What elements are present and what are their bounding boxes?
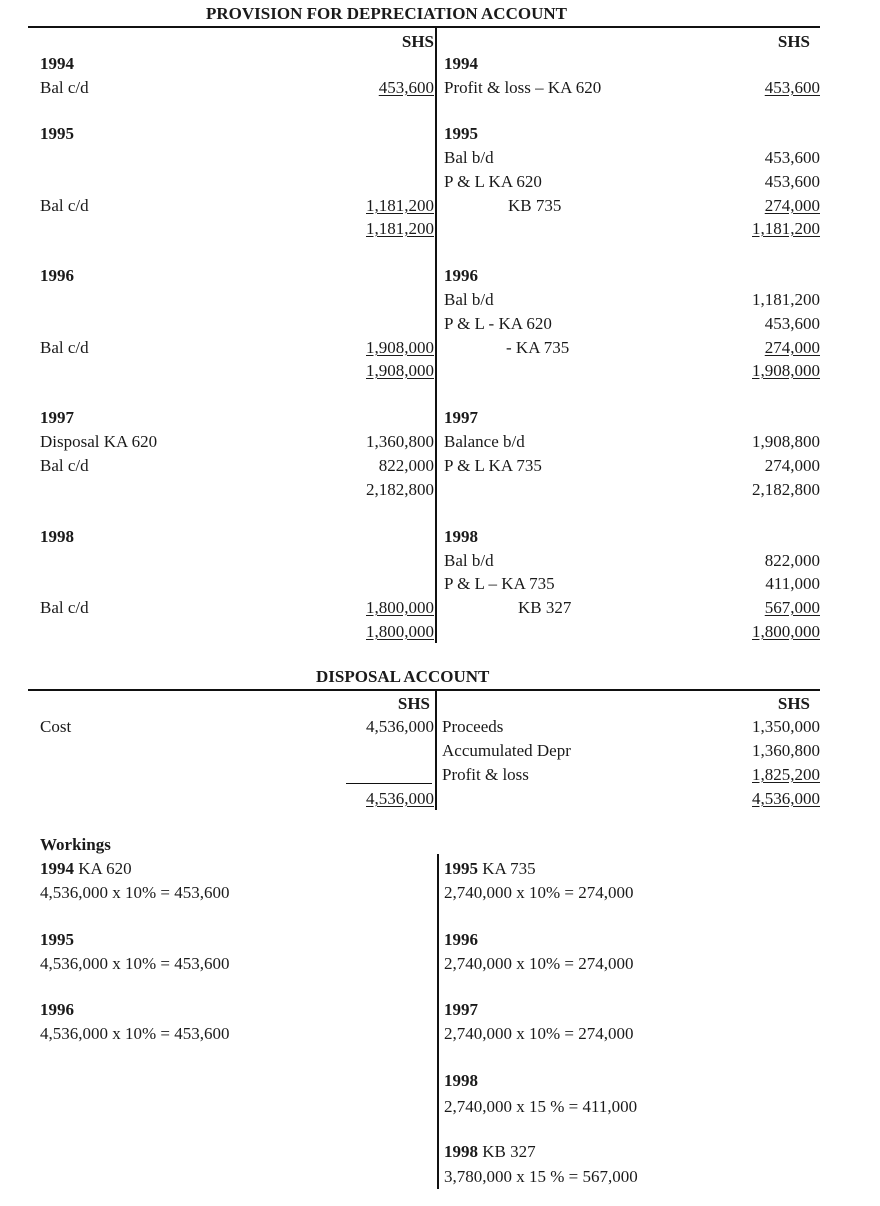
working-left-1-heading — [40, 859, 132, 879]
y1994-left-label: Bal c/d — [40, 78, 89, 97]
working-right-4-calc: 2,740,000 x 15 % = 411,000 — [444, 1097, 638, 1116]
working-right-5-asset: KB 327 — [478, 1142, 536, 1161]
y1996-left-amount: 1,908,000 — [366, 338, 434, 357]
disposal-center-rule — [435, 690, 437, 810]
working-right-1-year: 1995 — [444, 859, 478, 878]
working-right-1-calc: 2,740,000 x 10% = 274,000 — [444, 883, 634, 902]
y1994-left-amount: 453,600 — [378, 78, 434, 97]
working-right-3-year: 1997 — [444, 1000, 478, 1019]
y1995-left-label: Bal c/d — [40, 196, 89, 215]
working-right-2-heading — [444, 930, 478, 950]
working-right-5-year: 1998 — [444, 1142, 478, 1161]
y1997-right-amount-1: 1,908,800 — [752, 432, 820, 451]
disposal-right-amount-2: 1,360,800 — [752, 741, 820, 760]
provision-account-title: PROVISION FOR DEPRECIATION ACCOUNT — [206, 4, 567, 23]
disposal-right-label-1: Proceeds — [442, 717, 504, 736]
y1998-left-year: 1998 — [40, 527, 74, 546]
y1998-right-amount-1: 822,000 — [764, 551, 820, 570]
disposal-right-label-2: Accumulated Depr — [442, 741, 571, 760]
y1997-left-total: 2,182,800 — [366, 480, 434, 499]
disposal-left-total: 4,536,000 — [366, 789, 434, 808]
disposal-right-total: 4,536,000 — [752, 789, 820, 808]
y1994-right-label: Profit & loss – KA 620 — [444, 78, 602, 97]
y1995-right-year: 1995 — [444, 124, 478, 143]
disposal-right-amount-1: 1,350,000 — [752, 717, 820, 736]
y1997-left-label-2: Bal c/d — [40, 456, 89, 475]
y1998-right-total: 1,800,000 — [752, 622, 820, 641]
working-right-2-year: 1996 — [444, 930, 478, 949]
y1998-left-label: Bal c/d — [40, 598, 89, 617]
working-left-2-calc: 4,536,000 x 10% = 453,600 — [40, 954, 230, 973]
working-right-4-heading — [444, 1071, 478, 1091]
y1997-right-amount-2: 274,000 — [764, 456, 820, 475]
y1997-left-year: 1997 — [40, 408, 74, 427]
workings-title: Workings — [40, 835, 111, 854]
y1995-right-total: 1,181,200 — [752, 219, 820, 238]
y1995-right-label-1: Bal b/d — [444, 148, 494, 167]
working-left-1-calc: 4,536,000 x 10% = 453,600 — [40, 883, 230, 902]
working-right-5-heading — [444, 1142, 536, 1162]
y1995-left-year: 1995 — [40, 124, 74, 143]
y1996-right-year: 1996 — [444, 266, 478, 285]
disposal-left-shs: SHS — [397, 694, 430, 713]
y1996-right-label-1: Bal b/d — [444, 290, 494, 309]
provision-center-rule — [435, 27, 437, 643]
workings-center-rule — [437, 854, 439, 1189]
working-right-4-year: 1998 — [444, 1071, 478, 1090]
working-left-2-year: 1995 — [40, 930, 74, 949]
y1995-right-amount-2: 453,600 — [764, 172, 820, 191]
y1995-left-amount: 1,181,200 — [366, 196, 434, 215]
y1994-right-amount: 453,600 — [764, 78, 820, 97]
y1996-left-total: 1,908,000 — [366, 361, 434, 380]
provision-top-rule — [28, 26, 820, 28]
provision-left-shs: SHS — [401, 32, 434, 51]
working-left-2-heading — [40, 930, 74, 950]
working-right-3-calc: 2,740,000 x 10% = 274,000 — [444, 1024, 634, 1043]
y1995-right-label-2: P & L KA 620 — [444, 172, 542, 191]
y1997-left-label-1: Disposal KA 620 — [40, 432, 158, 451]
working-left-1-asset: KA 620 — [74, 859, 132, 878]
y1995-right-amount-1: 453,600 — [764, 148, 820, 167]
y1994-right-year: 1994 — [444, 54, 478, 73]
disposal-cost-label: Cost — [40, 717, 72, 736]
y1998-right-amount-2: 411,000 — [765, 574, 820, 593]
y1996-left-year: 1996 — [40, 266, 74, 285]
y1996-right-amount-1: 1,181,200 — [752, 290, 820, 309]
disposal-right-shs: SHS — [777, 694, 810, 713]
working-left-1-year: 1994 — [40, 859, 74, 878]
y1997-right-year: 1997 — [444, 408, 478, 427]
y1996-right-amount-3: 274,000 — [764, 338, 820, 357]
disposal-top-rule — [28, 689, 820, 691]
working-right-5-calc: 3,780,000 x 15 % = 567,000 — [444, 1167, 638, 1186]
y1997-left-amount-1: 1,360,800 — [366, 432, 434, 451]
provision-right-shs: SHS — [777, 32, 810, 51]
working-right-1-asset: KA 735 — [478, 859, 536, 878]
y1997-left-amount-2: 822,000 — [378, 456, 434, 475]
working-left-3-heading — [40, 1000, 74, 1020]
working-right-2-calc: 2,740,000 x 10% = 274,000 — [444, 954, 634, 973]
y1996-right-label-2: P & L - KA 620 — [444, 314, 552, 333]
y1998-right-label-3: KB 327 — [518, 598, 572, 617]
y1998-right-amount-3: 567,000 — [764, 598, 820, 617]
y1997-right-total: 2,182,800 — [752, 480, 820, 499]
disposal-right-label-3: Profit & loss — [442, 765, 529, 784]
y1996-right-total: 1,908,000 — [752, 361, 820, 380]
working-right-1-heading — [444, 859, 536, 879]
y1997-right-label-1: Balance b/d — [444, 432, 525, 451]
disposal-cost-amount: 4,536,000 — [366, 717, 434, 736]
y1995-right-amount-3: 274,000 — [764, 196, 820, 215]
y1998-left-total: 1,800,000 — [366, 622, 434, 641]
y1998-right-label-2: P & L – KA 735 — [444, 574, 555, 593]
disposal-account-title: DISPOSAL ACCOUNT — [316, 667, 490, 686]
y1995-left-total: 1,181,200 — [366, 219, 434, 238]
y1998-right-year: 1998 — [444, 527, 478, 546]
disposal-left-subtotal-rule — [346, 783, 432, 784]
working-left-3-year: 1996 — [40, 1000, 74, 1019]
y1996-right-amount-2: 453,600 — [764, 314, 820, 333]
y1998-left-amount: 1,800,000 — [366, 598, 434, 617]
disposal-right-amount-3: 1,825,200 — [752, 765, 820, 784]
y1998-right-label-1: Bal b/d — [444, 551, 494, 570]
working-left-3-calc: 4,536,000 x 10% = 453,600 — [40, 1024, 230, 1043]
y1996-right-label-3: - KA 735 — [506, 338, 570, 357]
y1997-right-label-2: P & L KA 735 — [444, 456, 542, 475]
y1996-left-label: Bal c/d — [40, 338, 89, 357]
working-right-3-heading — [444, 1000, 478, 1020]
y1995-right-label-3: KB 735 — [508, 196, 562, 215]
y1994-left-year: 1994 — [40, 54, 74, 73]
